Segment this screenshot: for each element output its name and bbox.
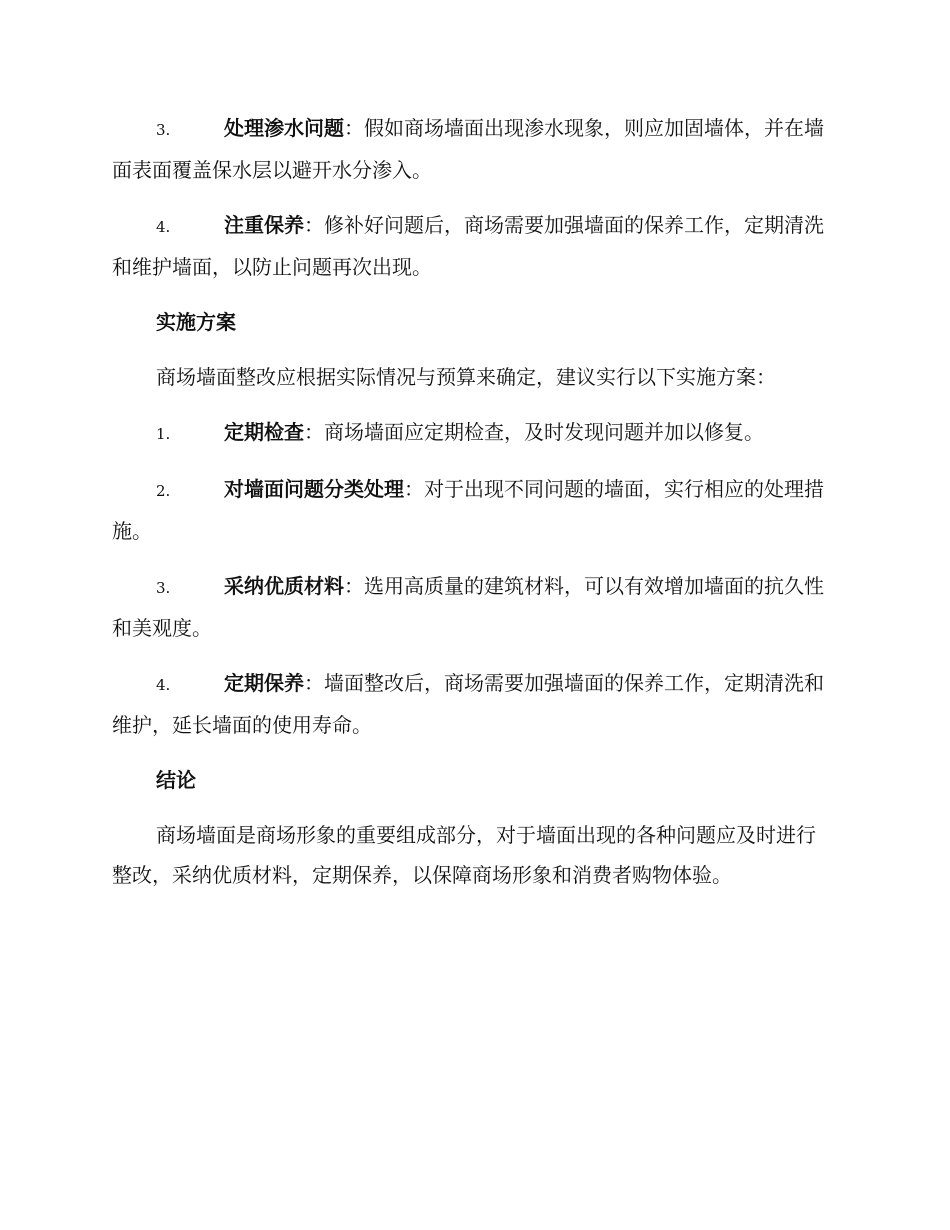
list-number: 3. [156,579,171,597]
list-item-text: ：修补好问题后，商场需要加强墙面的保养工作，定期清洗和维护墙面，以防止问题再次出现。 [112,213,824,279]
list-item-text: ：商场墙面应定期检查，及时发现问题并加以修复。 [304,420,764,444]
list-number: 3. [156,121,171,139]
list-number: 4. [156,218,171,236]
list-item-text: ：假如商场墙面出现渗水现象，则应加固墙体，并在墙面表面覆盖保水层以避开水分渗入。 [112,116,824,182]
list-item-materials [112,566,834,648]
document-page [112,108,834,910]
list-item-text: ：选用高质量的建筑材料，可以有效增加墙面的抗久性和美观度。 [112,574,824,640]
conclusion-text: 商场墙面是商场形象的重要组成部分，对于墙面出现的各种问题应及时进行整改，采纳优质材料，定期保养，以保障商场形象和消费者购物体验。 [112,823,816,887]
list-item-title: 处理渗水问题 [224,116,344,140]
list-item-title: 定期保养 [224,671,304,695]
list-number: 2. [156,482,171,500]
list-item-regular-maintenance [112,663,834,745]
list-number: 1. [156,425,171,443]
list-item-waterproof [112,108,834,190]
list-number: 4. [156,676,171,694]
list-item-title: 定期检查 [224,420,304,444]
list-item-title: 对墙面问题分类处理 [224,477,404,501]
section-heading-conclusion: 结论 [156,768,196,792]
list-item-inspection [112,412,834,454]
list-item-maintenance [112,205,834,287]
list-item-title: 采纳优质材料 [224,574,344,598]
list-item-text: ：对于出现不同问题的墙面，实行相应的处理措施。 [112,477,824,543]
implementation-intro: 商场墙面整改应根据实际情况与预算来确定，建议实行以下实施方案： [156,365,776,389]
list-item-title: 注重保养 [224,213,304,237]
list-item-text: ：墙面整改后，商场需要加强墙面的保养工作，定期清洗和维护，延长墙面的使用寿命。 [112,671,824,737]
list-item-classification [112,469,834,551]
section-heading-implementation: 实施方案 [156,310,236,334]
